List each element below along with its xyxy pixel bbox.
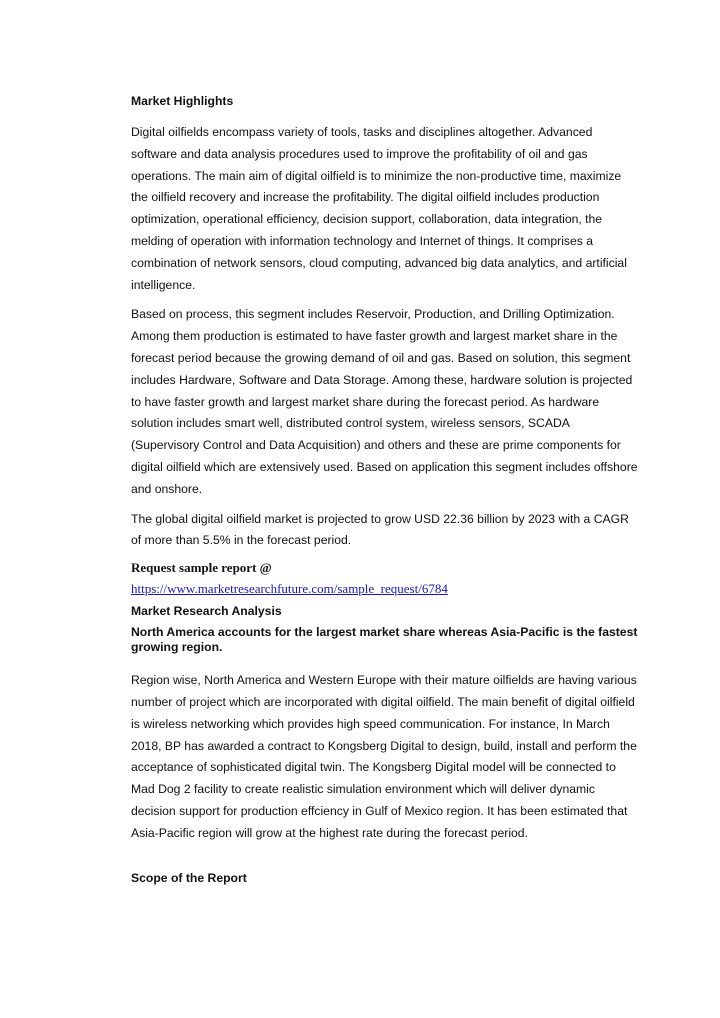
research-analysis-subheading: North America accounts for the largest market share whereas Asia-Pacific is the fastest growing region.: [131, 625, 638, 655]
sample-request-label: Request sample report @: [131, 560, 272, 576]
highlights-paragraph-3: The global digital oilfield market is projected to grow USD 22.36 billion by 2023 with a CAGR of more than 5.5% in the forecast period.: [131, 511, 629, 548]
sample-request-link[interactable]: https://www.marketresearchfuture.com/sample_request/6784: [131, 581, 448, 597]
scope-heading: Scope of the Report: [131, 870, 247, 885]
document-content: [131, 93, 641, 886]
highlights-paragraph-2: Based on process, this segment includes Reservoir, Production, and Drilling Optimization. Among them production is estimated to have faster growth and largest market share in the forecast period because the growing demand of oil and gas. Based on solution, this segment includes Hardware, Software and Data Storage. Among these, hardware solution is projected to have faster growth and largest market share during the forecast period. As hardware solution includes smart well, distributed control system, wireless sensors, SCADA (Supervisory Control and Data Acquisition) and others and these are prime components for digital oilfield which are extensively used. Based on application this segment includes offshore and onshore.: [131, 307, 638, 496]
market-highlights-heading: Market Highlights: [131, 94, 234, 108]
research-analysis-paragraph: Region wise, North America and Western Europe with their mature oilfields are having various number of project which are incorporated with digital oilfield. The main benefit of digital oilfield is wireless networking which provides high speed communication. For instance, In March 2018, BP has awarded a contract to Kongsberg Digital to design, build, install and perform the acceptance of sophisticated digital twin. The Kongsberg Digital model will be connected to Mad Dog 2 facility to create realistic simulation environment which will deliver dynamic decision support for production effciency in Gulf of Mexico region. It has been estimated that Asia-Pacific region will grow at the highest rate during the forecast period.: [131, 673, 637, 840]
highlights-paragraph-1: Digital oilfields encompass variety of tools, tasks and disciplines altogether. Advanced software and data analysis procedures used to improve the profitability of oil and gas operations. The main aim of digital oilfield is to minimize the non-productive time, maximize the oilfield recovery and increase the profitability. The digital oilfield includes production optimization, operational efficiency, decision support, collaboration, data integration, the melding of operation with information technology and Internet of things. It comprises a combination of network sensors, cloud computing, advanced big data analytics, and artificial intelligence.: [131, 125, 627, 292]
research-analysis-heading: Market Research Analysis: [131, 604, 282, 619]
